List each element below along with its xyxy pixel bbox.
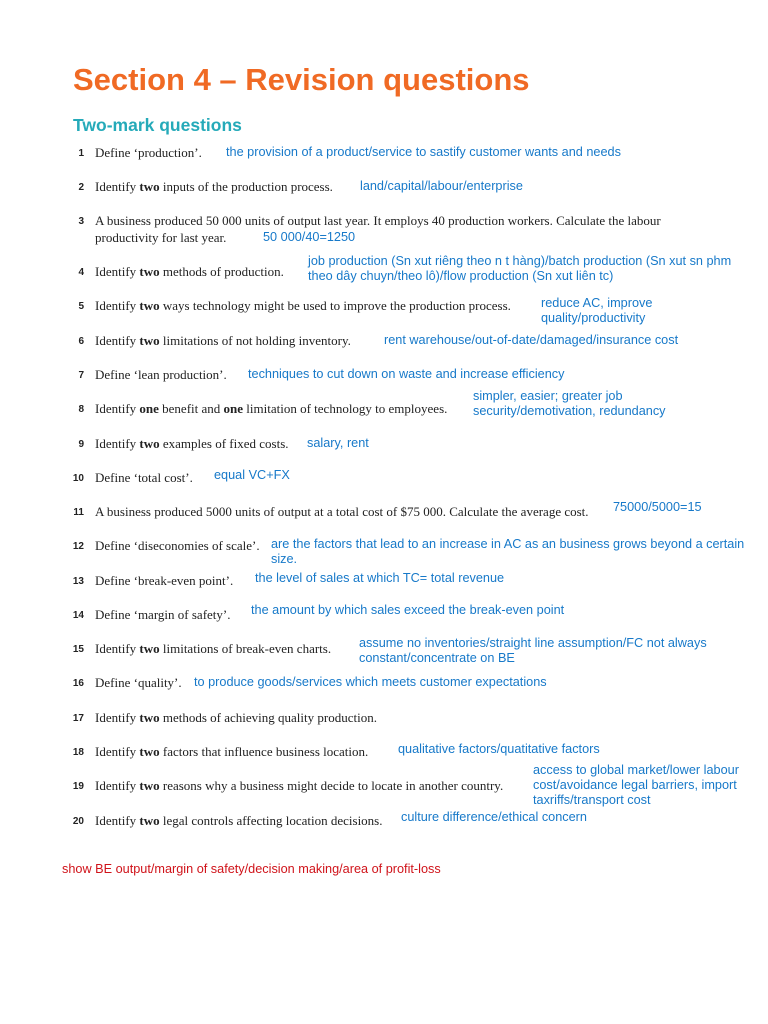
- question-number: 6: [78, 336, 84, 347]
- answer-text: the level of sales at which TC= total revenue: [255, 571, 505, 585]
- question-text: Identify two inputs of the production process.: [95, 179, 333, 194]
- question-text: Identify two limitations of not holding inventory.: [95, 333, 351, 348]
- answer-text: 75000/5000=15: [613, 500, 702, 514]
- question-number: 18: [72, 747, 84, 758]
- question-number: 12: [72, 541, 84, 552]
- question-text: Identify two limitations of break-even charts.: [95, 641, 332, 656]
- subtitle: Two-mark questions: [73, 115, 242, 135]
- question-text: Identify two methods of production.: [95, 264, 284, 279]
- answer-text: techniques to cut down on waste and increase efficiency: [248, 367, 565, 381]
- answer-text: simpler, easier; greater job security/demotivation, redundancy: [473, 389, 666, 418]
- question-number: 20: [72, 816, 84, 827]
- answer-text: the provision of a product/service to sastify customer wants and needs: [226, 145, 621, 159]
- question-text: Identify two reasons why a business might decide to locate in another country.: [95, 778, 504, 793]
- question-number: 2: [78, 182, 84, 193]
- question-text: Identify two factors that influence business location.: [95, 744, 369, 759]
- question-number: 9: [78, 439, 84, 450]
- question-number: 11: [73, 507, 84, 518]
- answer-text: land/capital/labour/enterprise: [360, 179, 523, 193]
- answer-text: equal VC+FX: [214, 468, 290, 482]
- question-number: 10: [72, 473, 84, 484]
- question-text: A business produced 50 000 units of output last year. It employs 40 production workers. Calculate the labour: [95, 213, 661, 228]
- question-text: Identify one benefit and one limitation of technology to employees.: [95, 401, 448, 416]
- question-text: Define ‘total cost’.: [95, 470, 193, 485]
- question-number: 14: [72, 610, 84, 621]
- answer-text: qualitative factors/quatitative factors: [398, 742, 600, 756]
- question-text: Identify two ways technology might be used to improve the production process.: [95, 298, 511, 313]
- question-text: Identify two legal controls affecting location decisions.: [95, 813, 383, 828]
- question-number: 13: [72, 576, 84, 587]
- answer-text: rent warehouse/out-of-date/damaged/insurance cost: [384, 333, 679, 347]
- answer-text: the amount by which sales exceed the break-even point: [251, 603, 565, 617]
- question-number: 16: [72, 678, 84, 689]
- question-number: 3: [78, 216, 84, 227]
- answer-text: 50 000/40=1250: [263, 230, 356, 244]
- question-text: Define ‘production’.: [95, 145, 202, 160]
- answer-text: culture difference/ethical concern: [401, 810, 587, 824]
- question-text: Define ‘break-even point’.: [95, 573, 234, 588]
- question-text: Define ‘quality’.: [95, 675, 182, 690]
- answer-text: assume no inventories/straight line assumption/FC not always constant/concentrate on BE: [359, 636, 707, 665]
- question-number: 5: [78, 301, 84, 312]
- question-text-continued: productivity for last year.: [95, 230, 227, 245]
- question-number: 19: [72, 781, 84, 792]
- question-number: 1: [78, 148, 84, 159]
- question-number: 8: [78, 404, 84, 415]
- section-title: Section 4 – Revision questions: [73, 62, 530, 97]
- answer-text: access to global market/lower labour cost/avoidance legal barriers, import taxriffs/transport cost: [533, 763, 739, 807]
- answer-text: salary, rent: [307, 436, 369, 450]
- answer-text: are the factors that lead to an increase in AC as an business grows beyond a certain size.: [271, 537, 745, 566]
- question-text: Identify two methods of achieving quality production.: [95, 710, 377, 725]
- handwritten-note: show BE output/margin of safety/decision making/area of profit-loss: [62, 862, 441, 876]
- question-text: Define ‘diseconomies of scale’.: [95, 538, 260, 553]
- question-text: A business produced 5000 units of output at a total cost of $75 000. Calculate the average cost.: [95, 504, 589, 519]
- answer-text: to produce goods/services which meets customer expectations: [194, 675, 547, 689]
- question-text: Define ‘margin of safety’.: [95, 607, 231, 622]
- answer-text: reduce AC, improve quality/productivity: [541, 296, 653, 325]
- question-number: 15: [72, 644, 84, 655]
- question-text: Define ‘lean production’.: [95, 367, 227, 382]
- question-text: Identify two examples of fixed costs.: [95, 436, 289, 451]
- answer-text: job production (Sn xut riêng theo n t hàng)/batch production (Sn xut sn phm theo dây chuyn/theo lô)/flow production (Sn xut liên tc): [308, 254, 732, 283]
- question-number: 7: [78, 370, 84, 381]
- question-number: 4: [78, 267, 84, 278]
- question-number: 17: [72, 713, 84, 724]
